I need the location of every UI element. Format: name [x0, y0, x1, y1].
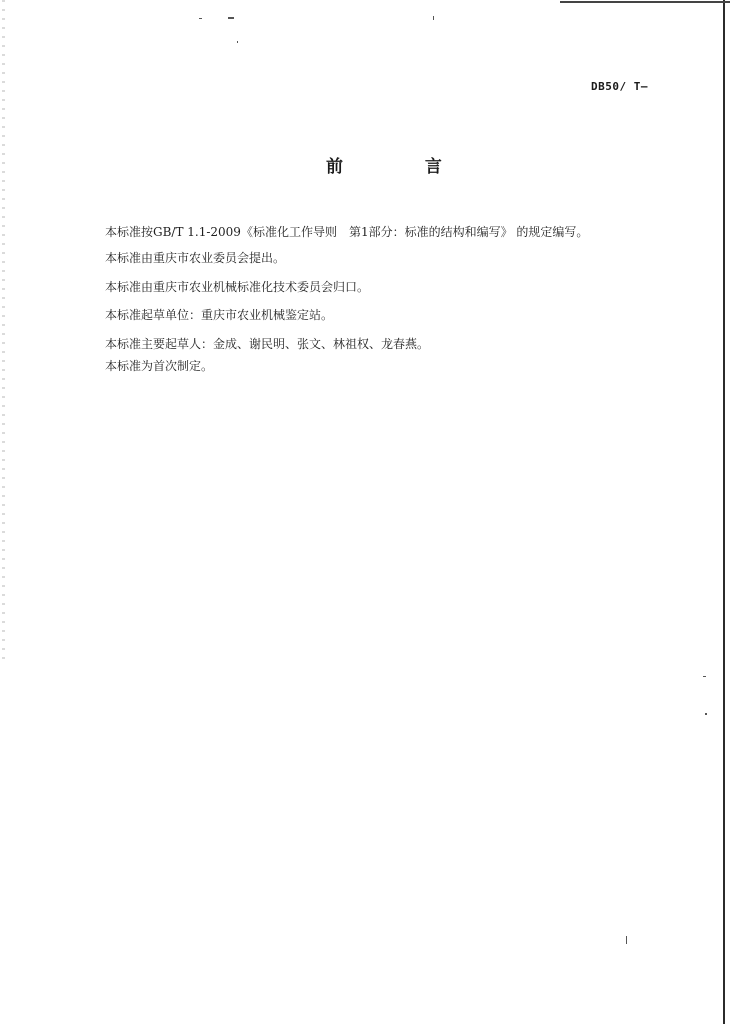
scan-speck: [237, 41, 238, 43]
scan-speck: [705, 713, 707, 715]
foreword-paragraph: 本标准由重庆市农业委员会提出。: [105, 251, 286, 265]
scan-speck: [626, 936, 627, 944]
foreword-paragraph: 本标准为首次制定。: [105, 359, 214, 373]
foreword-paragraph: 本标准由重庆市农业机械标准化技术委员会归口。: [105, 280, 370, 294]
scan-top-line: [560, 1, 730, 3]
standard-code: DB50/ T—: [591, 80, 648, 93]
scan-speck: [228, 17, 234, 19]
foreword-paragraph: 本标准主要起草人：金成、谢民明、张文、林祖权、龙春燕。: [105, 337, 430, 351]
scan-right-border: [723, 0, 725, 1024]
scan-speck: [703, 676, 706, 677]
foreword-paragraph: 本标准起草单位：重庆市农业机械鉴定站。: [105, 308, 334, 322]
foreword-paragraph: 本标准按GB/T 1.1-2009《标准化工作导则 第1部分：标准的结构和编写》 的规定编写。: [105, 225, 589, 239]
scan-speck: [433, 16, 434, 20]
page-title: 前 言: [326, 157, 480, 177]
scan-speck: [199, 18, 202, 19]
scan-left-edge: [2, 0, 5, 660]
